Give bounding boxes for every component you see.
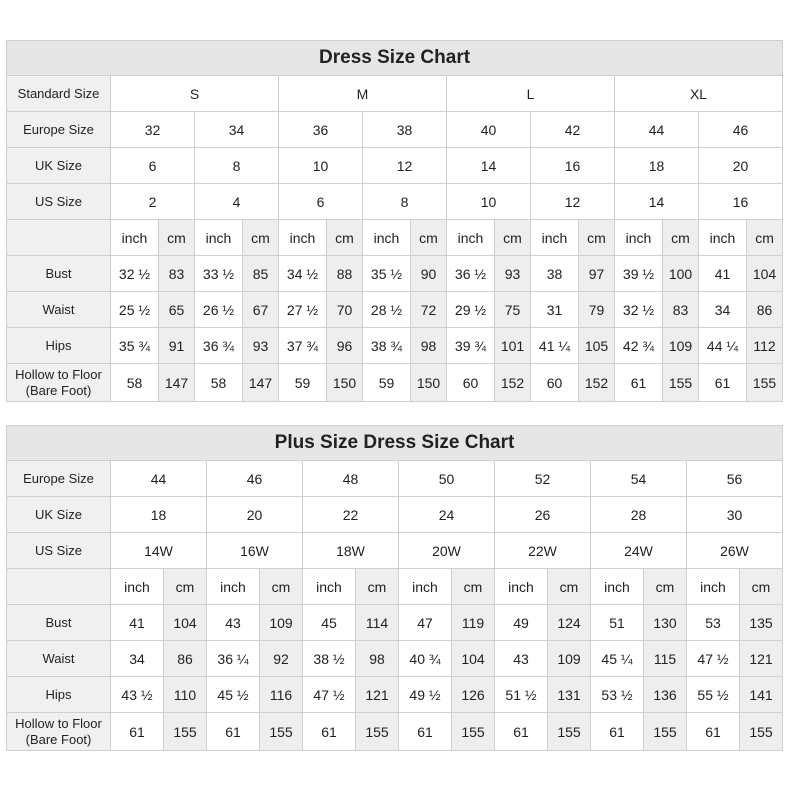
unit-cm: cm	[243, 220, 279, 256]
inch-cell: 38 ½	[303, 641, 356, 677]
row-label-empty	[7, 569, 111, 605]
unit-inch: inch	[699, 220, 747, 256]
inch-cell: 41 ¼	[531, 328, 579, 364]
bust-row	[7, 605, 783, 641]
cm-cell: 135	[740, 605, 783, 641]
unit-cm: cm	[452, 569, 495, 605]
hollow-to-floor-row	[7, 364, 783, 402]
size-cell: 34	[195, 112, 279, 148]
size-cell: 56	[687, 461, 783, 497]
cm-cell: 130	[644, 605, 687, 641]
unit-inch: inch	[111, 569, 164, 605]
cm-cell: 86	[747, 292, 783, 328]
cm-cell: 155	[644, 713, 687, 751]
cm-cell: 98	[411, 328, 447, 364]
inch-cell: 43	[207, 605, 260, 641]
inch-cell: 43 ½	[111, 677, 164, 713]
inch-cell: 61	[399, 713, 452, 751]
unit-row	[7, 220, 783, 256]
inch-cell: 55 ½	[687, 677, 740, 713]
unit-cm: cm	[663, 220, 699, 256]
inch-cell: 45	[303, 605, 356, 641]
inch-cell: 45 ½	[207, 677, 260, 713]
inch-cell: 51 ½	[495, 677, 548, 713]
cm-cell: 110	[164, 677, 207, 713]
size-cell: 42	[531, 112, 615, 148]
chart-title: Dress Size Chart	[7, 41, 783, 76]
size-cell: 26W	[687, 533, 783, 569]
cm-cell: 65	[159, 292, 195, 328]
inch-cell: 61	[111, 713, 164, 751]
cm-cell: 104	[747, 256, 783, 292]
row-label: Standard Size	[7, 76, 111, 112]
row-label-empty	[7, 220, 111, 256]
cm-cell: 109	[548, 641, 591, 677]
inch-cell: 26 ½	[195, 292, 243, 328]
standard-size-row	[7, 76, 783, 112]
unit-inch: inch	[687, 569, 740, 605]
unit-inch: inch	[303, 569, 356, 605]
cm-cell: 104	[164, 605, 207, 641]
cm-cell: 155	[747, 364, 783, 402]
cm-cell: 114	[356, 605, 399, 641]
inch-cell: 36 ¼	[207, 641, 260, 677]
inch-cell: 39 ¾	[447, 328, 495, 364]
size-cell: 44	[615, 112, 699, 148]
size-cell: 20W	[399, 533, 495, 569]
cm-cell: 93	[243, 328, 279, 364]
cm-cell: 124	[548, 605, 591, 641]
unit-cm: cm	[164, 569, 207, 605]
cm-cell: 155	[548, 713, 591, 751]
row-label-line2: (Bare Foot)	[25, 731, 92, 747]
unit-inch: inch	[399, 569, 452, 605]
uk-size-row	[7, 497, 783, 533]
cm-cell: 116	[260, 677, 303, 713]
cm-cell: 126	[452, 677, 495, 713]
cm-cell: 104	[452, 641, 495, 677]
europe-size-row	[7, 461, 783, 497]
cm-cell: 91	[159, 328, 195, 364]
unit-cm: cm	[548, 569, 591, 605]
size-cell: 22	[303, 497, 399, 533]
cm-cell: 88	[327, 256, 363, 292]
cm-cell: 90	[411, 256, 447, 292]
unit-inch: inch	[279, 220, 327, 256]
size-cell: 2	[111, 184, 195, 220]
size-cell: 18	[615, 148, 699, 184]
inch-cell: 53 ½	[591, 677, 644, 713]
cm-cell: 105	[579, 328, 615, 364]
row-label	[7, 713, 111, 751]
inch-cell: 47 ½	[303, 677, 356, 713]
cm-cell: 119	[452, 605, 495, 641]
cm-cell: 136	[644, 677, 687, 713]
row-label: US Size	[7, 184, 111, 220]
unit-cm: cm	[260, 569, 303, 605]
size-cell: 16	[699, 184, 783, 220]
unit-cm: cm	[644, 569, 687, 605]
hips-row	[7, 328, 783, 364]
row-label: US Size	[7, 533, 111, 569]
size-cell: 6	[111, 148, 195, 184]
cm-cell: 70	[327, 292, 363, 328]
size-cell: 46	[207, 461, 303, 497]
size-cell: 24	[399, 497, 495, 533]
size-cell: 36	[279, 112, 363, 148]
cm-cell: 98	[356, 641, 399, 677]
size-cell: 12	[363, 148, 447, 184]
cm-cell: 101	[495, 328, 531, 364]
inch-cell: 35 ¾	[111, 328, 159, 364]
unit-cm: cm	[579, 220, 615, 256]
size-cell: 54	[591, 461, 687, 497]
us-size-row	[7, 184, 783, 220]
inch-cell: 61	[699, 364, 747, 402]
cm-cell: 67	[243, 292, 279, 328]
unit-inch: inch	[495, 569, 548, 605]
cm-cell: 96	[327, 328, 363, 364]
cm-cell: 86	[164, 641, 207, 677]
row-label-line1: Hollow to Floor	[15, 715, 102, 731]
inch-cell: 40 ¾	[399, 641, 452, 677]
inch-cell: 34 ½	[279, 256, 327, 292]
cm-cell: 92	[260, 641, 303, 677]
size-cell: 52	[495, 461, 591, 497]
size-cell: 20	[699, 148, 783, 184]
cm-cell: 100	[663, 256, 699, 292]
unit-inch: inch	[363, 220, 411, 256]
cm-cell: 121	[356, 677, 399, 713]
row-label: Waist	[7, 292, 111, 328]
inch-cell: 29 ½	[447, 292, 495, 328]
row-label-line2: (Bare Foot)	[25, 382, 92, 398]
unit-cm: cm	[411, 220, 447, 256]
unit-cm: cm	[495, 220, 531, 256]
inch-cell: 37 ¾	[279, 328, 327, 364]
cm-cell: 83	[663, 292, 699, 328]
unit-cm: cm	[740, 569, 783, 605]
size-cell: 14W	[111, 533, 207, 569]
cm-cell: 85	[243, 256, 279, 292]
size-cell: 16	[531, 148, 615, 184]
row-label: Europe Size	[7, 112, 111, 148]
standard-size-cell: L	[447, 76, 615, 112]
inch-cell: 58	[195, 364, 243, 402]
unit-cm: cm	[356, 569, 399, 605]
cm-cell: 115	[644, 641, 687, 677]
size-cell: 4	[195, 184, 279, 220]
cm-cell: 121	[740, 641, 783, 677]
inch-cell: 61	[207, 713, 260, 751]
inch-cell: 32 ½	[615, 292, 663, 328]
inch-cell: 59	[279, 364, 327, 402]
inch-cell: 35 ½	[363, 256, 411, 292]
unit-inch: inch	[195, 220, 243, 256]
cm-cell: 109	[663, 328, 699, 364]
size-cell: 46	[699, 112, 783, 148]
uk-size-row	[7, 148, 783, 184]
inch-cell: 36 ½	[447, 256, 495, 292]
size-cell: 16W	[207, 533, 303, 569]
size-cell: 32	[111, 112, 195, 148]
inch-cell: 61	[303, 713, 356, 751]
bust-row	[7, 256, 783, 292]
inch-cell: 60	[447, 364, 495, 402]
inch-cell: 44 ¼	[699, 328, 747, 364]
cm-cell: 72	[411, 292, 447, 328]
row-label: Waist	[7, 641, 111, 677]
chart-title: Plus Size Dress Size Chart	[7, 426, 783, 461]
size-cell: 22W	[495, 533, 591, 569]
inch-cell: 61	[495, 713, 548, 751]
row-label	[7, 364, 111, 402]
inch-cell: 49	[495, 605, 548, 641]
cm-cell: 147	[243, 364, 279, 402]
unit-row	[7, 569, 783, 605]
cm-cell: 155	[164, 713, 207, 751]
size-cell: 18W	[303, 533, 399, 569]
unit-cm: cm	[747, 220, 783, 256]
inch-cell: 42 ¾	[615, 328, 663, 364]
inch-cell: 53	[687, 605, 740, 641]
size-cell: 14	[447, 148, 531, 184]
size-cell: 18	[111, 497, 207, 533]
inch-cell: 39 ½	[615, 256, 663, 292]
plus-size-dress-size-chart	[6, 425, 783, 751]
cm-cell: 83	[159, 256, 195, 292]
inch-cell: 33 ½	[195, 256, 243, 292]
standard-size-cell: XL	[615, 76, 783, 112]
dress-size-chart	[6, 40, 783, 402]
unit-inch: inch	[207, 569, 260, 605]
cm-cell: 152	[495, 364, 531, 402]
inch-cell: 61	[687, 713, 740, 751]
cm-cell: 147	[159, 364, 195, 402]
inch-cell: 41	[111, 605, 164, 641]
size-cell: 8	[363, 184, 447, 220]
inch-cell: 61	[591, 713, 644, 751]
cm-cell: 93	[495, 256, 531, 292]
size-cell: 20	[207, 497, 303, 533]
cm-cell: 112	[747, 328, 783, 364]
inch-cell: 47	[399, 605, 452, 641]
hips-row	[7, 677, 783, 713]
inch-cell: 34	[699, 292, 747, 328]
inch-cell: 59	[363, 364, 411, 402]
inch-cell: 49 ½	[399, 677, 452, 713]
cm-cell: 155	[356, 713, 399, 751]
inch-cell: 41	[699, 256, 747, 292]
hollow-to-floor-row	[7, 713, 783, 751]
cm-cell: 152	[579, 364, 615, 402]
inch-cell: 25 ½	[111, 292, 159, 328]
size-cell: 28	[591, 497, 687, 533]
unit-cm: cm	[327, 220, 363, 256]
cm-cell: 109	[260, 605, 303, 641]
size-cell: 14	[615, 184, 699, 220]
size-cell: 10	[447, 184, 531, 220]
size-cell: 40	[447, 112, 531, 148]
row-label-line1: Hollow to Floor	[15, 366, 102, 382]
unit-inch: inch	[591, 569, 644, 605]
cm-cell: 150	[327, 364, 363, 402]
inch-cell: 47 ½	[687, 641, 740, 677]
size-cell: 50	[399, 461, 495, 497]
size-cell: 6	[279, 184, 363, 220]
cm-cell: 97	[579, 256, 615, 292]
size-cell: 30	[687, 497, 783, 533]
inch-cell: 31	[531, 292, 579, 328]
inch-cell: 51	[591, 605, 644, 641]
unit-cm: cm	[159, 220, 195, 256]
cm-cell: 150	[411, 364, 447, 402]
cm-cell: 75	[495, 292, 531, 328]
row-label: UK Size	[7, 148, 111, 184]
cm-cell: 155	[260, 713, 303, 751]
row-label: Europe Size	[7, 461, 111, 497]
inch-cell: 36 ¾	[195, 328, 243, 364]
row-label: Hips	[7, 328, 111, 364]
inch-cell: 27 ½	[279, 292, 327, 328]
row-label: Bust	[7, 256, 111, 292]
inch-cell: 45 ¼	[591, 641, 644, 677]
standard-size-cell: M	[279, 76, 447, 112]
inch-cell: 58	[111, 364, 159, 402]
cm-cell: 141	[740, 677, 783, 713]
cm-cell: 155	[452, 713, 495, 751]
us-size-row	[7, 533, 783, 569]
inch-cell: 60	[531, 364, 579, 402]
size-cell: 24W	[591, 533, 687, 569]
size-cell: 26	[495, 497, 591, 533]
unit-inch: inch	[111, 220, 159, 256]
cm-cell: 155	[740, 713, 783, 751]
unit-inch: inch	[447, 220, 495, 256]
inch-cell: 38	[531, 256, 579, 292]
row-label: Hips	[7, 677, 111, 713]
cm-cell: 131	[548, 677, 591, 713]
cm-cell: 79	[579, 292, 615, 328]
size-cell: 12	[531, 184, 615, 220]
inch-cell: 43	[495, 641, 548, 677]
cm-cell: 155	[663, 364, 699, 402]
size-cell: 44	[111, 461, 207, 497]
inch-cell: 32 ½	[111, 256, 159, 292]
size-cell: 8	[195, 148, 279, 184]
row-label: Bust	[7, 605, 111, 641]
europe-size-row	[7, 112, 783, 148]
unit-inch: inch	[615, 220, 663, 256]
size-cell: 10	[279, 148, 363, 184]
row-label: UK Size	[7, 497, 111, 533]
standard-size-cell: S	[111, 76, 279, 112]
waist-row	[7, 641, 783, 677]
size-cell: 48	[303, 461, 399, 497]
unit-inch: inch	[531, 220, 579, 256]
size-cell: 38	[363, 112, 447, 148]
waist-row	[7, 292, 783, 328]
inch-cell: 28 ½	[363, 292, 411, 328]
inch-cell: 61	[615, 364, 663, 402]
inch-cell: 34	[111, 641, 164, 677]
inch-cell: 38 ¾	[363, 328, 411, 364]
